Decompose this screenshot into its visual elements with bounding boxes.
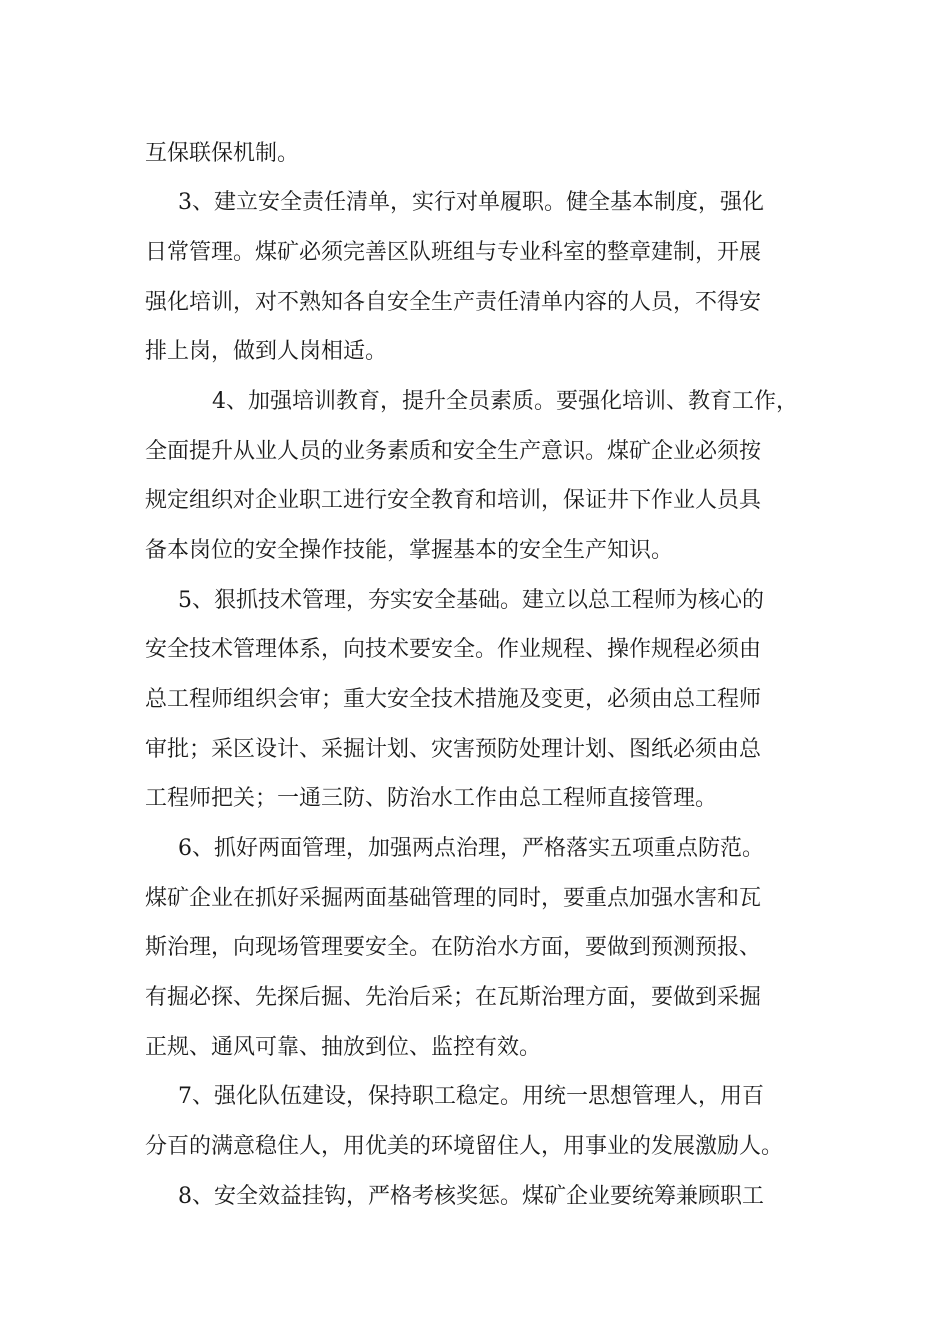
text-line: 日常管理。煤矿必须完善区队班组与专业科室的整章建制，开展 <box>145 240 762 265</box>
text-line: 4、加强培训教育，提升全员素质。要强化培训、教育工作， <box>212 389 798 414</box>
text-line: 规定组织对企业职工进行安全教育和培训，保证井下作业人员具 <box>145 488 762 513</box>
text-line: 有掘必探、先探后掘、先治后采；在瓦斯治理方面，要做到采掘 <box>145 985 762 1010</box>
text-line: 7、强化队伍建设，保持职工稳定。用统一思想管理人，用百 <box>178 1084 764 1109</box>
text-line: 总工程师组织会审；重大安全技术措施及变更，必须由总工程师 <box>145 687 762 712</box>
text-line: 工程师把关；一通三防、防治水工作由总工程师直接管理。 <box>145 786 718 811</box>
text-line: 煤矿企业在抓好采掘两面基础管理的同时，要重点加强水害和瓦 <box>145 886 762 911</box>
text-line: 3、建立安全责任清单，实行对单履职。健全基本制度，强化 <box>178 190 764 215</box>
text-line: 5、狠抓技术管理，夯实安全基础。建立以总工程师为核心的 <box>178 588 764 613</box>
text-line: 审批；采区设计、采掘计划、灾害预防处理计划、图纸必须由总 <box>145 737 762 762</box>
text-line: 分百的满意稳住人，用优美的环境留住人，用事业的发展激励人。 <box>145 1134 784 1159</box>
text-line: 8、安全效益挂钩，严格考核奖惩。煤矿企业要统筹兼顾职工 <box>178 1184 764 1209</box>
text-line: 斯治理，向现场管理要安全。在防治水方面，要做到预测预报、 <box>145 935 762 960</box>
text-line: 强化培训，对不熟知各自安全生产责任清单内容的人员，不得安 <box>145 290 762 315</box>
text-line: 正规、通风可靠、抽放到位、监控有效。 <box>145 1035 542 1060</box>
text-line: 互保联保机制。 <box>145 141 300 166</box>
text-line: 备本岗位的安全操作技能，掌握基本的安全生产知识。 <box>145 538 674 563</box>
text-line: 全面提升从业人员的业务素质和安全生产意识。煤矿企业必须按 <box>145 439 762 464</box>
text-line: 安全技术管理体系，向技术要安全。作业规程、操作规程必须由 <box>145 637 762 662</box>
text-line: 6、抓好两面管理，加强两点治理，严格落实五项重点防范。 <box>178 836 764 861</box>
text-line: 排上岗，做到人岗相适。 <box>145 339 388 364</box>
